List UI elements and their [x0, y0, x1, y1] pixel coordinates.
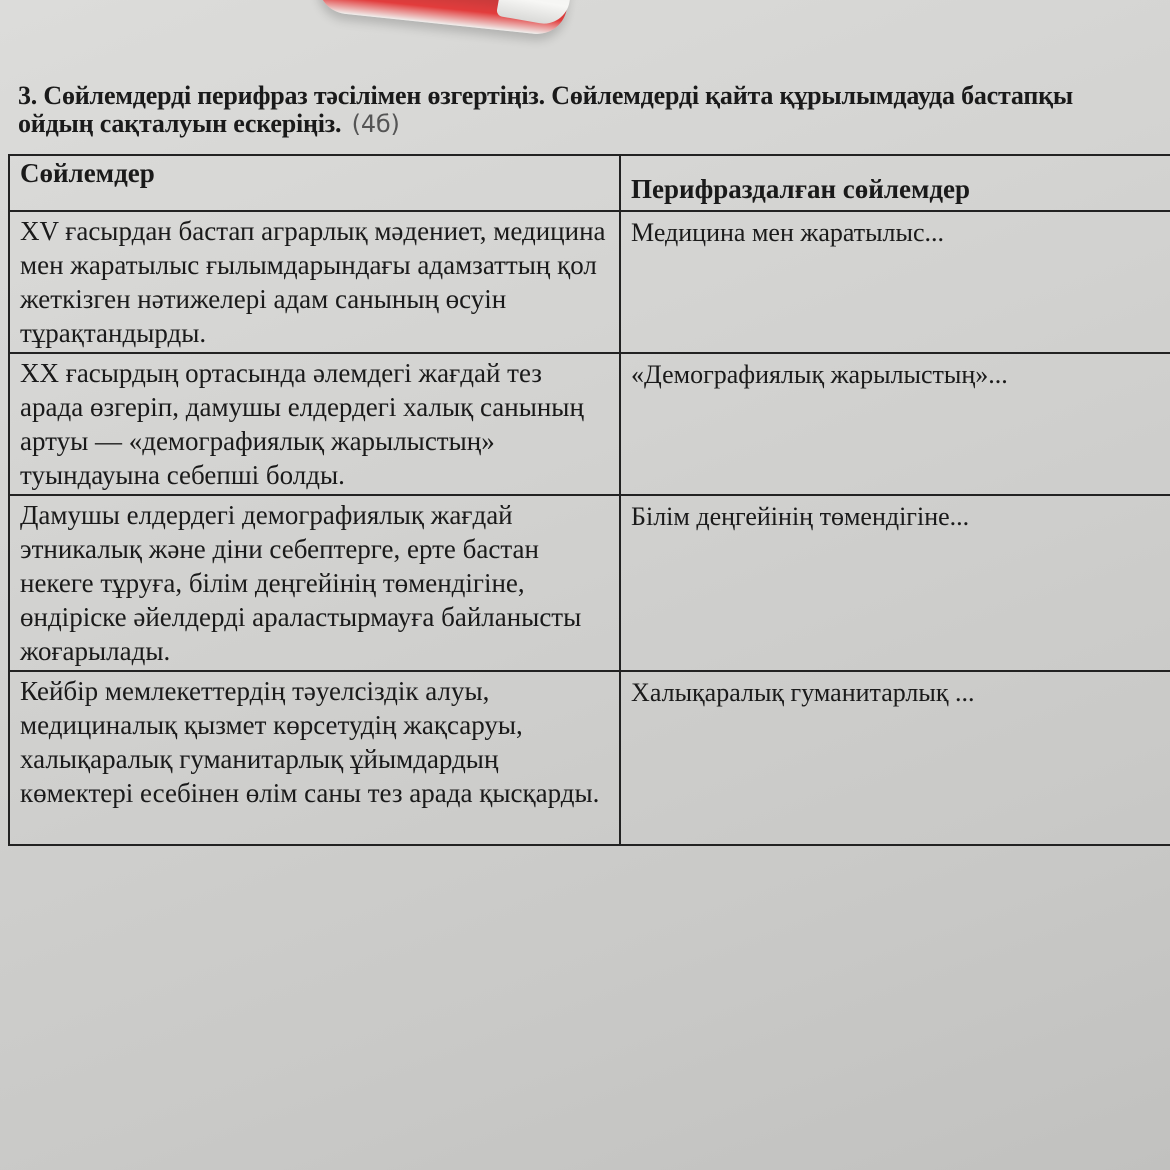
- paraphrase-table: [8, 154, 1170, 846]
- sentence-cell: Кейбір мемлекеттердің тәуелсіздік алуы, медициналық қызмет көрсетудің жақсаруы, халықаралық гуманитарлық ұйымдардың көмектері есебінен өлім саны тез арада қысқарды.: [9, 671, 620, 845]
- sentence-cell: XX ғасырдың ортасында әлемдегі жағдай тез арада өзгеріп, дамушы елдердегі халық санының артуы — «демографиялық жарылыстың» туындауына себепші болды.: [9, 353, 620, 495]
- table-row: [9, 671, 1170, 845]
- paraphrase-cell[interactable]: Медицина мен жаратылыс...: [620, 211, 1170, 353]
- sentence-cell: Дамушы елдердегі демографиялық жағдай этникалық және діни себептерге, ерте бастан некеге тұруға, білім деңгейінің төмендігіне, өндіріске әйелдерді араластырмауға байланысты жоғарылады.: [9, 495, 620, 671]
- header-paraphrased: Перифраздалған сөйлемдер: [620, 155, 1170, 211]
- table-row: [9, 353, 1170, 495]
- table-row: [9, 211, 1170, 353]
- paraphrase-cell[interactable]: Халықаралық гуманитарлық ...: [620, 671, 1170, 845]
- task-title-text: 3. Сөйлемдерді перифраз тәсілімен өзгертіңіз. Сөйлемдерді қайта құрылымдауда бастапқы ойдың сақталуын ескеріңіз.: [18, 81, 1074, 138]
- table-header-row: [9, 155, 1170, 211]
- table-row: [9, 495, 1170, 671]
- handwritten-note: (4б): [351, 110, 400, 138]
- paraphrase-cell[interactable]: Білім деңгейінің төмендігіне...: [620, 495, 1170, 671]
- task-title: [18, 82, 1148, 138]
- paraphrase-cell[interactable]: «Демографиялық жарылыстың»...: [620, 353, 1170, 495]
- header-sentences: Сөйлемдер: [9, 155, 620, 211]
- sentence-cell: XV ғасырдан бастап аграрлық мәдениет, медицина мен жаратылыс ғылымдарындағы адамзаттың қол жеткізген нәтижелері адам санының өсуін тұрақтандырды.: [9, 211, 620, 353]
